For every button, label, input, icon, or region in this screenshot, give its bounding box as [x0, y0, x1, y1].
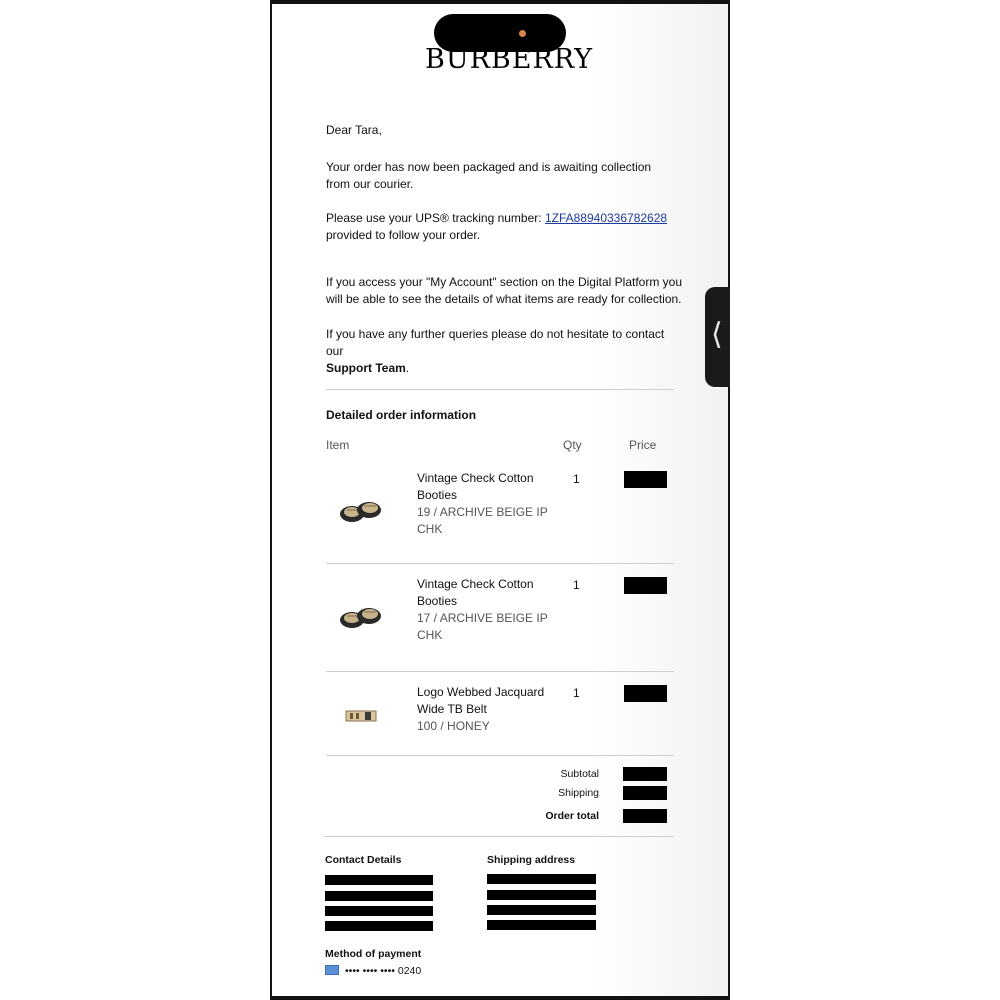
item-name: Logo Webbed Jacquard Wide TB Belt: [417, 685, 545, 716]
tracking-prefix: Please use your UPS® tracking number:: [326, 211, 545, 225]
greeting: Dear Tara,: [326, 123, 382, 137]
redaction-bar: [325, 921, 433, 931]
subtotal-label: Subtotal: [560, 768, 599, 780]
belt-image: [345, 709, 377, 723]
redaction-bar: [325, 891, 433, 901]
item-variant: 100 / HONEY: [417, 719, 490, 733]
divider: [326, 563, 674, 564]
camera-indicator-dot: [519, 30, 526, 37]
credit-card-icon: [325, 965, 339, 975]
redaction-bar: [487, 890, 596, 900]
price-redaction: [624, 685, 667, 702]
redaction-bar: [325, 906, 433, 916]
phone-top-bezel: [270, 0, 730, 4]
item-qty: 1: [573, 472, 580, 486]
redaction-bar: [487, 874, 596, 884]
item-details: [417, 470, 552, 538]
chevron-left-icon: ⟨: [711, 317, 723, 352]
side-panel-handle[interactable]: [705, 287, 730, 387]
item-qty: 1: [573, 686, 580, 700]
item-details: [417, 576, 552, 644]
order-details-title: Detailed order information: [326, 408, 477, 422]
column-header-price: Price: [629, 438, 657, 452]
divider: [326, 389, 674, 390]
divider: [326, 671, 674, 672]
tracking-suffix: provided to follow your order.: [326, 228, 481, 242]
redaction-bar: [487, 920, 596, 930]
divider: [326, 755, 674, 756]
redaction-bar: [325, 875, 433, 885]
support-message: [326, 326, 682, 377]
item-name: Vintage Check Cotton Booties: [417, 471, 534, 502]
support-team-link[interactable]: Support Team: [326, 361, 406, 375]
packaged-message: Your order has now been packaged and is awaiting collection from our courier.: [326, 160, 652, 191]
divider: [324, 836, 674, 837]
order-total-label: Order total: [545, 810, 599, 822]
shipping-address-label: Shipping address: [487, 854, 576, 866]
account-message: If you access your "My Account" section on the Digital Platform you will be able to see the details of what items are ready for collection.: [326, 275, 683, 306]
column-header-qty: Qty: [563, 438, 582, 452]
redaction-bar: [487, 905, 596, 915]
subtotal-redaction: [623, 767, 667, 781]
contact-details-label: Contact Details: [325, 854, 402, 866]
support-suffix: .: [405, 361, 410, 375]
booties-image: [337, 598, 385, 636]
shipping-redaction: [623, 786, 667, 800]
brand-logo: BURBERRY: [425, 44, 594, 75]
item-details: [417, 684, 552, 735]
item-variant: 19 / ARCHIVE BEIGE IP CHK: [417, 505, 548, 536]
booties-image: [337, 492, 385, 530]
price-redaction: [624, 577, 667, 594]
item-name: Vintage Check Cotton Booties: [417, 577, 534, 608]
shipping-label: Shipping: [558, 787, 599, 799]
price-redaction: [624, 471, 667, 488]
item-variant: 17 / ARCHIVE BEIGE IP CHK: [417, 611, 548, 642]
column-header-item: Item: [326, 438, 350, 452]
payment-method-label: Method of payment: [325, 948, 422, 960]
card-number-masked: •••• •••• •••• 0240: [345, 965, 422, 977]
tracking-message: [326, 210, 678, 244]
item-qty: 1: [573, 578, 580, 592]
support-prefix: If you have any further queries please do not hesitate to contact our: [326, 327, 665, 358]
tracking-number-link[interactable]: 1ZFA88940336782628: [544, 211, 668, 225]
order-total-redaction: [623, 809, 667, 823]
phone-bottom-bezel: [270, 996, 730, 1000]
